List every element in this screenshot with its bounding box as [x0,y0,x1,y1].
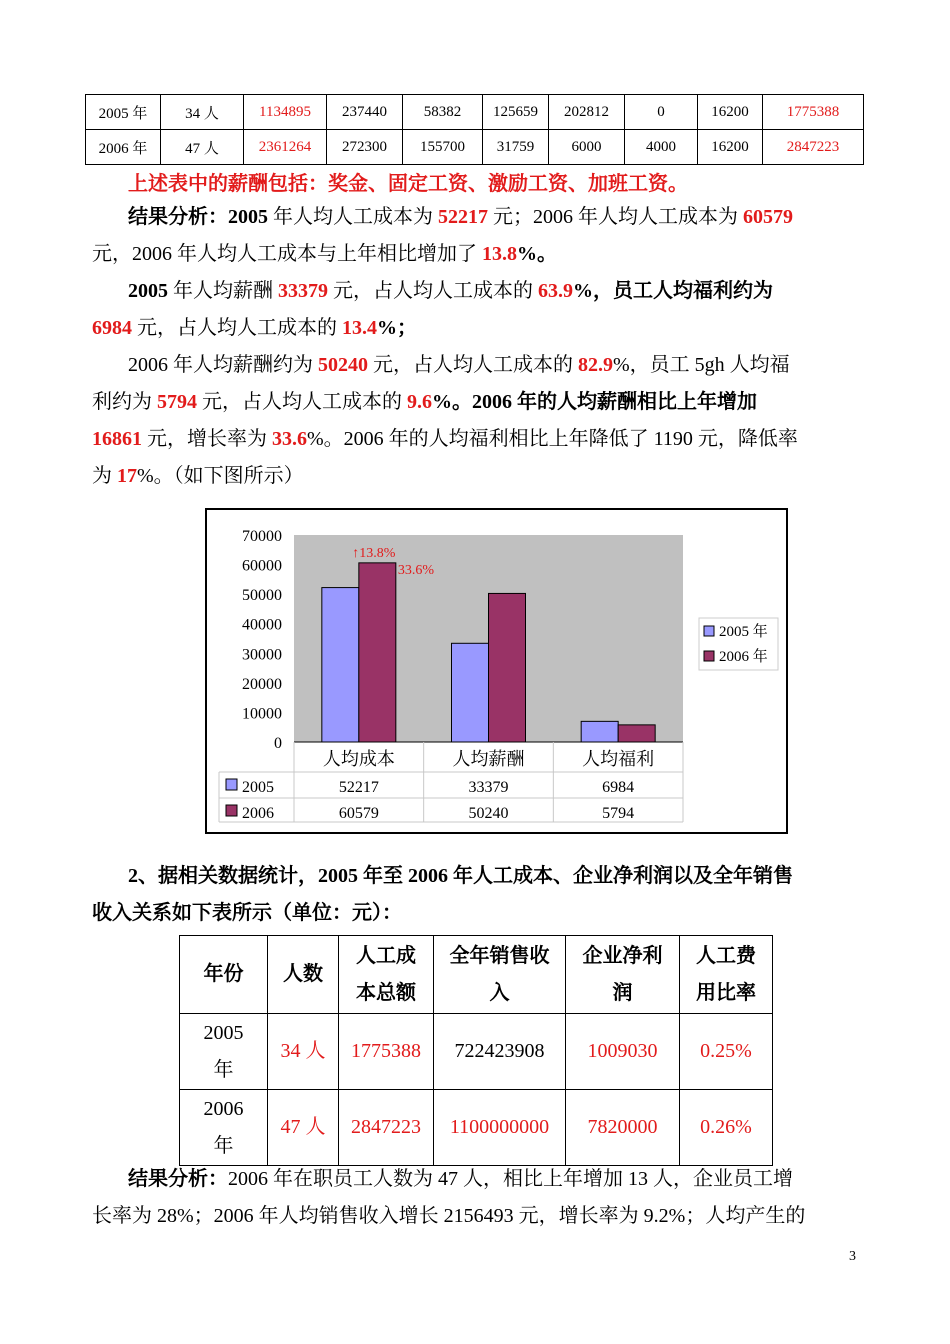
salary-detail-table [85,94,864,165]
salary-note: 上述表中的薪酬包括：奖金、固定工资、激励工资、加班工资。 [128,173,688,195]
text: 元，占人均人工成本的 [132,317,342,339]
bar [489,593,526,742]
cell-value: 155700 [403,130,483,165]
table-header-row [180,936,773,1014]
y-tick-label: 70000 [242,528,282,545]
value-highlight: 82.9 [578,354,613,376]
value-highlight: 13.4 [342,317,377,339]
text: 元，占人均人工成本的 [368,354,578,376]
legend-swatch [226,805,237,816]
cell-value: 58382 [403,95,483,130]
value-highlight: 52217 [438,206,488,228]
bar [618,725,655,742]
cell-sales: 722423908 [434,1014,566,1090]
text: 年人均薪酬 [168,280,278,302]
legend-label: 2005 年 [719,624,768,640]
cell-people: 34 人 [268,1014,339,1090]
cell-cost: 1775388 [339,1014,434,1090]
value-highlight: 13.8 [482,243,517,265]
analysis-paragraph-2 [92,273,860,347]
cell-value: 0 [625,95,698,130]
cell-sales: 1100000000 [434,1090,566,1166]
cell-year: 2005 年 [86,95,161,130]
cell-value: 16200 [698,130,763,165]
value-highlight: 50240 [318,354,368,376]
cell-value: 31759 [483,130,549,165]
analysis-paragraph-4 [92,1161,860,1235]
section-2-line-1: 2、据相关数据统计，2005 年至 2006 年人工成本、企业净利润以及全年销售 [128,865,793,887]
header-cell: 人工费 用比率 [680,936,773,1014]
y-tick-label: 50000 [242,587,282,605]
y-tick-label: 0 [274,735,282,752]
value-highlight: 63.9 [538,280,573,302]
value-highlight: 9.6 [407,391,432,413]
cell-value: 6000 [549,130,625,165]
data-table-value: 60579 [338,805,379,822]
cell-total: 1775388 [763,95,864,130]
cell-people: 34 人 [161,95,244,130]
cell-year: 2006 年 [86,130,161,165]
cell-value: 202812 [549,95,625,130]
text: 2006 年人均薪酬约为 [128,354,318,376]
cell-value: 2361264 [244,130,327,165]
page-number: 3 [849,1249,856,1264]
year-text: 2005 [228,206,268,228]
y-tick-label: 20000 [242,675,282,693]
cell-ratio: 0.25% [680,1014,773,1090]
text: 年人均人工成本为 [268,206,438,228]
cell-year: 2005 年 [180,1014,268,1090]
table-row [86,130,864,165]
cell-profit: 7820000 [566,1090,680,1166]
legend-swatch [704,651,714,661]
section-2-heading [92,858,860,932]
section-2-line-2: 收入关系如下表所示（单位：元）： [92,902,402,924]
value-highlight: 6984 [92,317,132,339]
x-category-label: 人均福利 [582,749,655,769]
value-highlight: 5794 [157,391,197,413]
cell-value: 16200 [698,95,763,130]
y-tick-label: 10000 [242,705,282,723]
cell-ratio: 0.26% [680,1090,773,1166]
cell-value: 272300 [327,130,403,165]
cell-value: 4000 [625,130,698,165]
annotation-label: ↑13.8% [352,545,396,561]
x-category-label: 人均成本 [322,749,395,769]
data-table-value: 6984 [602,779,635,796]
y-tick-label: 30000 [242,646,282,664]
value-highlight: 60579 [743,206,793,228]
data-table-value: 5794 [602,805,635,822]
cell-people: 47 人 [161,130,244,165]
analysis-paragraph-1 [92,199,860,273]
text: %，员工 5gh 人均福 [613,354,790,376]
text: 元，增长率为 [142,428,272,450]
cell-cost: 2847223 [339,1090,434,1166]
text: %。2006 年的人均福利相比上年降低了 1190 元，降低率 [307,428,798,450]
text: %，员工人均福利约为 [573,280,773,302]
legend-swatch [704,626,714,636]
header-cell: 全年销售收 入 [434,936,566,1014]
text: 利约为 [92,391,157,413]
text: %。（如下图所示） [137,465,304,487]
x-category-label: 人均薪酬 [452,749,525,769]
bar [359,563,396,742]
legend-swatch [226,779,237,790]
data-table-series-label: 2006 [242,805,274,822]
analysis-paragraph-3 [92,347,860,495]
annotation-label: 33.6% [397,562,435,578]
y-tick-label: 40000 [242,616,282,634]
text: 为 [92,465,117,487]
value-highlight: 33.6 [272,428,307,450]
data-table-value: 33379 [468,779,509,796]
legend-label: 2006 年 [719,649,768,665]
data-table-value: 50240 [468,805,509,822]
header-cell: 年份 [180,936,268,1014]
header-cell: 企业净利 润 [566,936,680,1014]
cell-year: 2006 年 [180,1090,268,1166]
text: 2006 年在职员工人数为 47 人，相比上年增加 13 人，企业员工增 [228,1168,793,1190]
text: 元，占人均人工成本的 [328,280,538,302]
table-row [180,1014,773,1090]
table-row [180,1090,773,1166]
value-highlight: 33379 [278,280,328,302]
chart-svg [207,510,786,832]
text: %。 [517,243,557,265]
cost-profit-table [179,935,773,1166]
year-text: 2005 [128,280,168,302]
cell-value: 125659 [483,95,549,130]
text: 元；2006 年人均人工成本为 [488,206,743,228]
bar [322,588,359,742]
bar-chart [205,508,788,834]
value-highlight: 17 [117,465,137,487]
header-cell: 人数 [268,936,339,1014]
text: 长率为 28%；2006 年人均销售收入增长 2156493 元，增长率为 9.2%；人均产生的 [92,1205,806,1227]
cell-value: 237440 [327,95,403,130]
cell-profit: 1009030 [566,1014,680,1090]
bar [581,721,618,742]
y-tick-label: 60000 [242,557,282,575]
cell-people: 47 人 [268,1090,339,1166]
text: 元，占人均人工成本的 [197,391,407,413]
text: %。2006 年的人均薪酬相比上年增加 [432,391,757,413]
table-row [86,95,864,130]
value-highlight: 16861 [92,428,142,450]
bar [452,643,489,742]
data-table-series-label: 2005 [242,779,274,796]
analysis-label: 结果分析： [128,206,228,228]
cell-total: 2847223 [763,130,864,165]
cell-value: 1134895 [244,95,327,130]
text: %； [377,317,417,339]
header-cell: 人工成 本总额 [339,936,434,1014]
data-table-value: 52217 [338,779,379,796]
text: 元，2006 年人均人工成本与上年相比增加了 [92,243,482,265]
analysis-label: 结果分析： [128,1168,228,1190]
